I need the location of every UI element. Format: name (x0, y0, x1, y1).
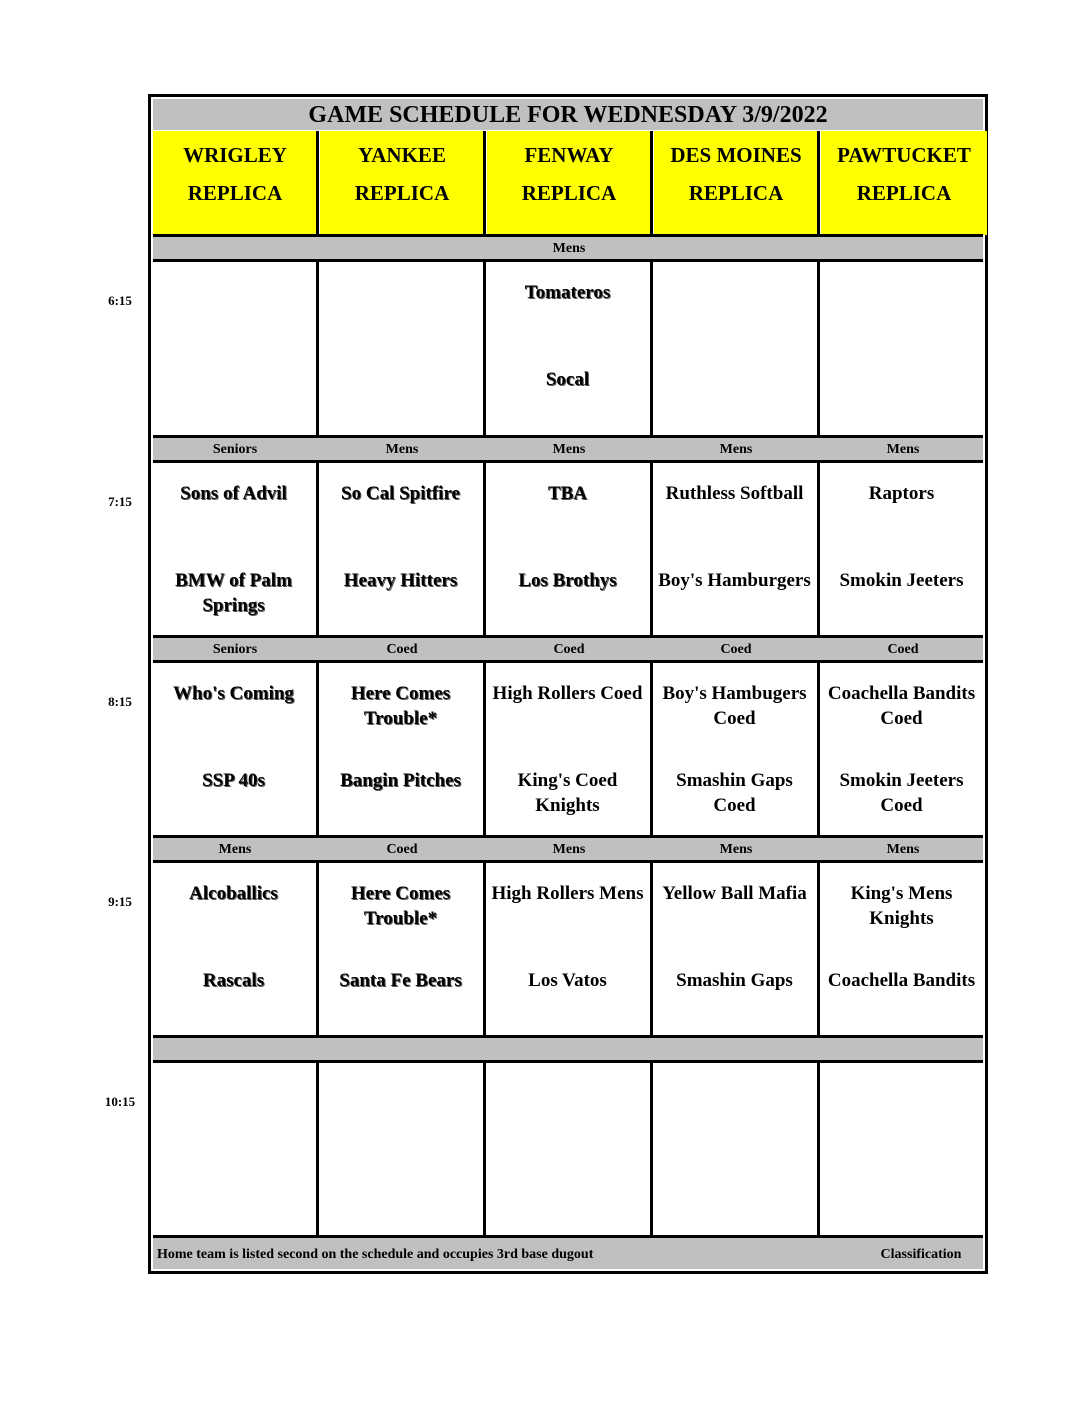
home-team: Smokin Jeeters Coed (839, 770, 964, 816)
classification-band (153, 835, 983, 863)
time-label: 9:15 (108, 894, 132, 909)
classification-tag: Mens (385, 442, 419, 457)
field-header (153, 131, 317, 235)
column-divider (316, 131, 319, 1235)
column-divider (817, 131, 820, 1235)
away-team: Yellow Ball Mafia (662, 883, 807, 904)
time-label: 7:15 (108, 494, 132, 509)
classification-band (153, 635, 983, 663)
home-team: BMW of Palm Springs (175, 570, 292, 616)
classification-tag (153, 1038, 317, 1060)
away-team: Sons of Advil (180, 483, 287, 504)
field-name: PAWTUCKET (837, 143, 971, 167)
home-team: Santa Fe Bears (339, 970, 462, 991)
away-team: Here Comes Trouble* (350, 683, 451, 729)
home-team: Smashin Gaps Coed (676, 770, 793, 816)
home-team: Boy's Hamburgers (658, 570, 811, 591)
classification-tag: Coed (720, 642, 752, 657)
home-team: King's Coed Knights (517, 770, 618, 816)
schedule-footer (153, 1235, 983, 1269)
classification-tag: Mens (552, 442, 586, 457)
home-team: Smashin Gaps (676, 970, 793, 991)
game-schedule-sheet (148, 94, 988, 1274)
classification-tag: Mens (719, 442, 753, 457)
away-team: King's Mens Knights (850, 883, 953, 929)
home-team: Los Brothys (518, 570, 617, 591)
schedule-title: GAME SCHEDULE FOR WEDNESDAY 3/9/2022 (153, 99, 983, 130)
classification-tag: Coed (553, 642, 585, 657)
home-team: Los Vatos (528, 970, 607, 991)
classification-tag (487, 1038, 651, 1060)
away-team: Here Comes Trouble* (350, 883, 451, 929)
away-team: Alcoballics (189, 883, 278, 904)
classification-tag: Mens (886, 842, 920, 857)
field-name: YANKEE (358, 143, 446, 167)
home-team: Bangin Pitches (340, 770, 461, 791)
classification-tag (320, 237, 484, 259)
home-team: Smokin Jeeters (839, 570, 964, 591)
time-label: 10:15 (104, 1094, 136, 1109)
field-header (821, 131, 987, 235)
home-team: Rascals (202, 970, 265, 991)
field-header (320, 131, 484, 235)
column-divider (483, 131, 486, 1235)
classification-tag (654, 237, 818, 259)
field-subtitle: REPLICA (354, 181, 450, 205)
classification-tag (821, 237, 985, 259)
time-label: 6:15 (108, 293, 132, 308)
home-team: Heavy Hitters (343, 570, 458, 591)
home-team: Socal (545, 369, 590, 390)
home-team-note: Home team is listed second on the schedule and occupies 3rd base dugout (157, 1247, 594, 1262)
away-team: Tomateros (524, 282, 611, 303)
classification-tag (654, 1038, 818, 1060)
classification-tag: Mens (552, 241, 586, 256)
field-name: DES MOINES (670, 143, 802, 167)
classification-band (153, 1035, 983, 1063)
home-team: Coachella Bandits (827, 970, 976, 991)
classification-tag: Mens (886, 442, 920, 457)
classification-tag (821, 1038, 985, 1060)
classification-label: Classification (880, 1247, 962, 1262)
away-team: High Rollers Mens (491, 883, 644, 904)
classification-tag: Seniors (212, 442, 258, 457)
classification-tag (153, 237, 317, 259)
away-team: Coachella Bandits Coed (827, 683, 976, 729)
classification-tag: Coed (887, 642, 919, 657)
field-subtitle: REPLICA (688, 181, 784, 205)
away-team: TBA (547, 483, 588, 504)
field-subtitle: REPLICA (521, 181, 617, 205)
classification-band (153, 234, 983, 262)
classification-tag: Mens (552, 842, 586, 857)
field-name: WRIGLEY (183, 143, 287, 167)
classification-tag (320, 1038, 484, 1060)
away-team: High Rollers Coed (492, 683, 643, 704)
column-divider (650, 131, 653, 1235)
away-team: Who's Coming (173, 683, 294, 704)
classification-band (153, 435, 983, 463)
away-team: Boy's Hambugers Coed (662, 683, 807, 729)
time-label: 8:15 (108, 694, 132, 709)
away-team: Raptors (868, 483, 935, 504)
classification-tag: Coed (386, 642, 418, 657)
field-header (487, 131, 651, 235)
field-header-row (153, 131, 983, 235)
field-subtitle: REPLICA (187, 181, 283, 205)
field-subtitle: REPLICA (856, 181, 952, 205)
classification-tag: Coed (386, 842, 418, 857)
classification-tag: Seniors (212, 642, 258, 657)
field-header (654, 131, 818, 235)
away-team: So Cal Spitfire (341, 483, 460, 504)
away-team: Ruthless Softball (665, 483, 804, 504)
classification-tag: Mens (719, 842, 753, 857)
field-name: FENWAY (524, 143, 614, 167)
classification-tag: Mens (218, 842, 252, 857)
home-team: SSP 40s (202, 770, 265, 791)
